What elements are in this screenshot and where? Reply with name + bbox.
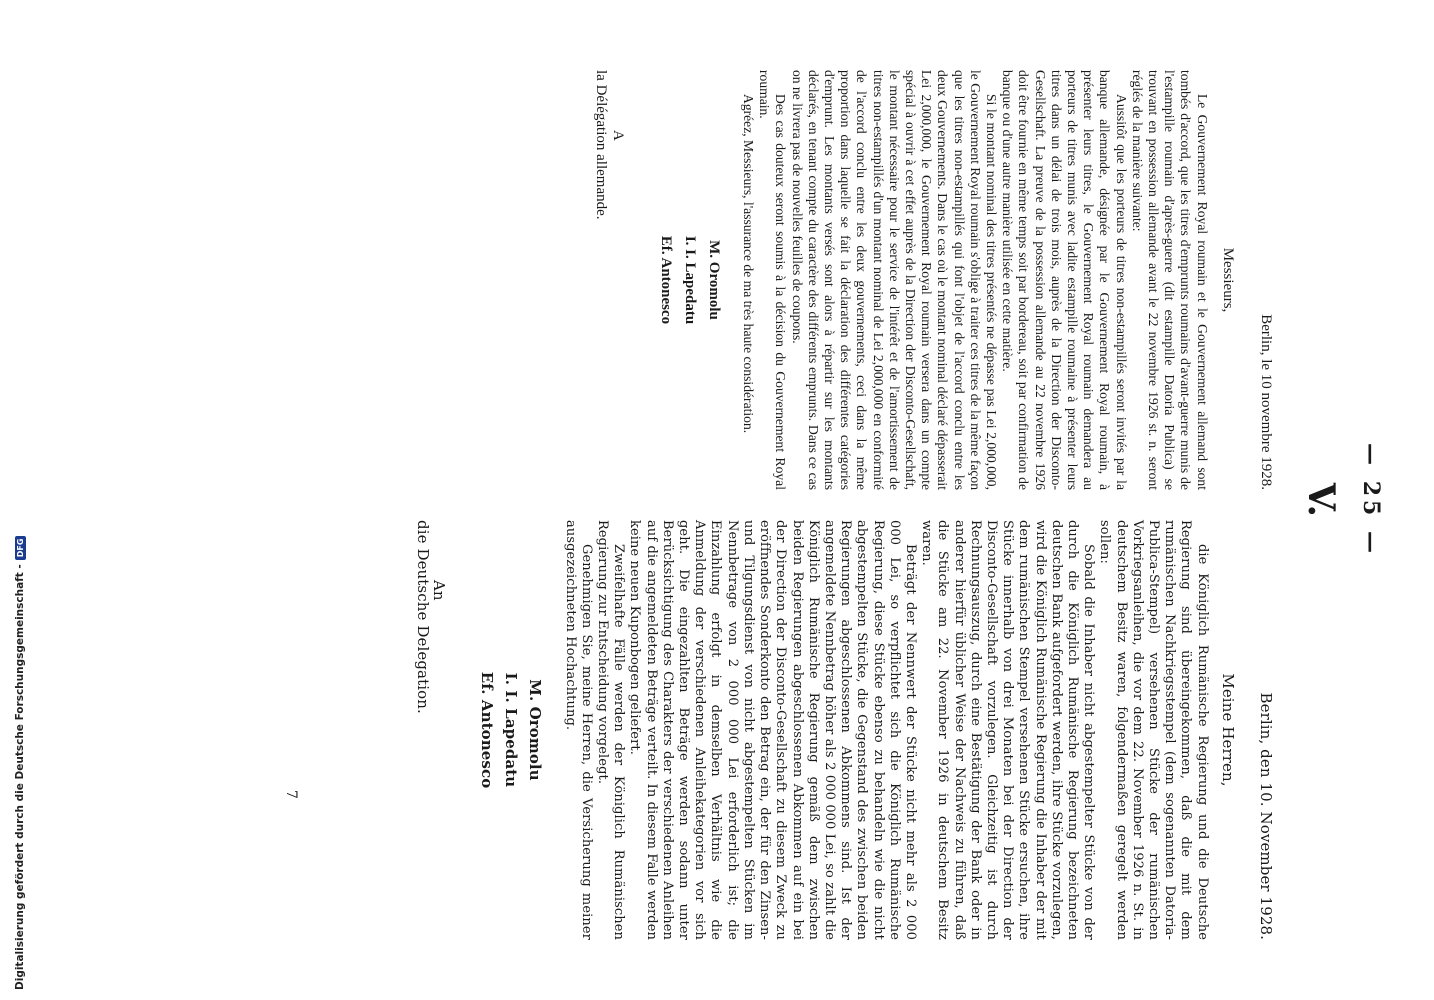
german-dateline: Berlin, den 10. November 1928.	[1257, 692, 1275, 940]
german-column	[415, 520, 1274, 940]
german-paragraph-5: Genehmigen Sie, meine Herren, die Versicherung meiner ausgezeichneten Hochachtung.	[562, 520, 594, 940]
german-signature-oromolu: M. Oromolu	[526, 679, 545, 781]
german-addressee-prefix: An	[430, 580, 449, 601]
german-paragraph-2: Sobald die Inhaber nicht abgestempelter Stücke von der durch die Königlich Rumänische Regierung bezeichneten deutschen Bank aufgefordert werden, ihre Stücke vorzulegen, wird die Königlich Rumänische Regierung die Inhaber der mit dem rumänischen Stempel versehenen Stücke ersuchen, ihre Stücke innerhalb von drei Monaten bei der Direction der Disconto-Gesellschaft vorzulegen. Gleichzeitig ist durch Rechnungsauszug, durch eine Bestätigung der Bank oder in anderer hierfür üblicher Weise der Nachweis zu führen, daß die Stücke am 22. November 1926 in deutschem Besitz waren.	[919, 520, 1097, 940]
french-addressee	[593, 70, 625, 490]
french-column	[593, 70, 1274, 490]
german-addressee-name: die Deutsche Delegation.	[414, 520, 433, 714]
page-number: — 25 —	[1358, 443, 1384, 557]
german-paragraph-4: Zweifelhafte Fälle werden der Königlich Rumänischen Regierung zur Entscheidung vorgelegt.	[595, 520, 627, 940]
french-signature-antonesco: Ef. Antonesco	[657, 235, 674, 325]
french-addressee-name: la Délégation allemande.	[593, 70, 610, 220]
french-addressee-prefix: A	[609, 130, 626, 141]
french-signature-lapedatu: I. I. Lapedatu	[681, 235, 698, 325]
french-paragraph-2: Aussitôt que les porteurs de titres non-estampillés seront invités par la banque allemande, désignée par le Gouvernement Royal roumain, à présenter leurs titres, le Gouvernement Royal roumain demandera au porteurs de titres munis avec ladite estampille roumaine à présenter leurs titres dans un délai de trois mois, auprès de la Direction der Disconto-Gesellschaft. La preuve de la possession allemande au 22 novembre 1926 doit être fournie en même temps soit par bordereau, soit par confirmation de banque ou d'une autre manière utilisée en cette matière.	[1000, 70, 1129, 490]
german-signature-antonesco: Ef. Antonesco	[478, 671, 497, 789]
french-paragraph-3: Si le montant nominal des titres présentés ne dépasse pas Lei 2,000,000, le Gouvernement Royal roumain s'oblige à traiter ces titres de la même façon que les titres non-estampillés qui font l'objet de l'accord conclu entre les deux Gouvernements. Dans le cas où le montant nominal déclaré dépasserait Lei 2,000,000, le Gouvernement Royal roumain versera dans un compte spécial à ouvrir à cet effet auprès de la Direction der Disconto-Gesellschaft, le montant nécessaire pour le service de l'intérêt et de l'amortissement de titres non-estampillés d'un montant nominal de Lei 2,000,000 en conformité de l'accord conclu entre les deux gouvernements, ceci dans la même proportion dans laquelle se fait la déclaration des différentes catégories d'emprunt. Les montants versés sont alors à répartir sur les montants déclarés, en tenant compte du caractère des différents emprunts. Dans ce cas on ne livrera pas de nouvelles feuilles de coupons.	[789, 70, 999, 490]
french-paragraph-1: Le Gouvernement Royal roumain et le Gouvernement allemand sont tombés d'accord, que les titres d'emprunts roumains d'avant-guerre munis de l'estampille roumain d'après-guerre (dit estampille Datoria Publica) se trouvant en possession allemande avant le 22 novembre 1926 st. n. seront réglés de la manière suivante:	[1129, 70, 1210, 490]
german-signature-lapedatu: I. I. Lapedatu	[502, 672, 521, 788]
french-paragraph-5: Agréez, Messieurs, l'assurance de ma très haute considération.	[740, 94, 756, 434]
french-signatures	[654, 70, 726, 490]
dfg-logo: DFG	[15, 536, 26, 561]
french-paragraph-4: Des cas douteux seront soumis à la décision du Gouvernement Royal roumain.	[757, 70, 789, 490]
funding-text: Digitalisierung gefördert durch die Deutsche Forschungsgemeinschaft -	[14, 564, 26, 990]
footer-number: 7	[283, 790, 299, 799]
french-signature-oromolu: M. Oromolu	[705, 240, 722, 320]
french-salutation: Messieurs,	[1219, 247, 1236, 313]
german-paragraph-3: Beträgt der Nennwert der Stücke nicht mehr als 2 000 000 Lei, so verpflichtet sich die Königlich Rumänische Regierung, diese Stücke ebenso zu behandeln wie die nicht abgestempelten Stücke, die Gegenstand des zwischen beiden Regierungen abgeschlossenen Abkommens sind. Ist der angemeldete Nennbetrag höher als 2 000 000 Lei, so zahlt die Königlich Rumänische Regierung gemäß dem zwischen beiden Regierungen abgeschlossenen Abkommen auf ein bei der Direction der Disconto-Gesellschaft zu diesem Zweck zu eröffnendes Sonderkonto den Betrag ein, der für den Zinsen- und Tilgungsdienst von nicht abgestempelten Stücken im Nennbetrage von 2 000 000 Lei erforderlich ist; die Einzahlung erfolgt in demselben Verhältnis wie die Anmeldung der verschiedenen Anleihekategorien vor sich geht. Die eingezahlten Beträge werden sodann unter Berücksichtigung des Charakters der verschiedenen Anleihen auf die angemeldeten Beträge verteilt. In diesem Falle werden keine neuen Kuponbogen geliefert.	[627, 520, 918, 940]
section-number: V.	[1300, 482, 1342, 518]
german-addressee	[415, 520, 447, 940]
german-signatures	[475, 520, 547, 940]
german-salutation: Meine Herren,	[1218, 673, 1237, 787]
french-dateline: Berlin, le 10 novembre 1928.	[1258, 314, 1274, 490]
german-paragraph-1: die Königlich Rumänische Regierung und die Deutsche Regierung sind übereingekommen, daß die mit dem rumänischen Nachkriegsstempel (dem sogenannten Datoria-Publica-Stempel) versehenen Stücke der rumänischen Vorkriegsanleihen, die vor dem 22. November 1926 n. St. in deutschem Besitz waren, folgendermaßen geregelt werden sollen:	[1097, 520, 1210, 940]
